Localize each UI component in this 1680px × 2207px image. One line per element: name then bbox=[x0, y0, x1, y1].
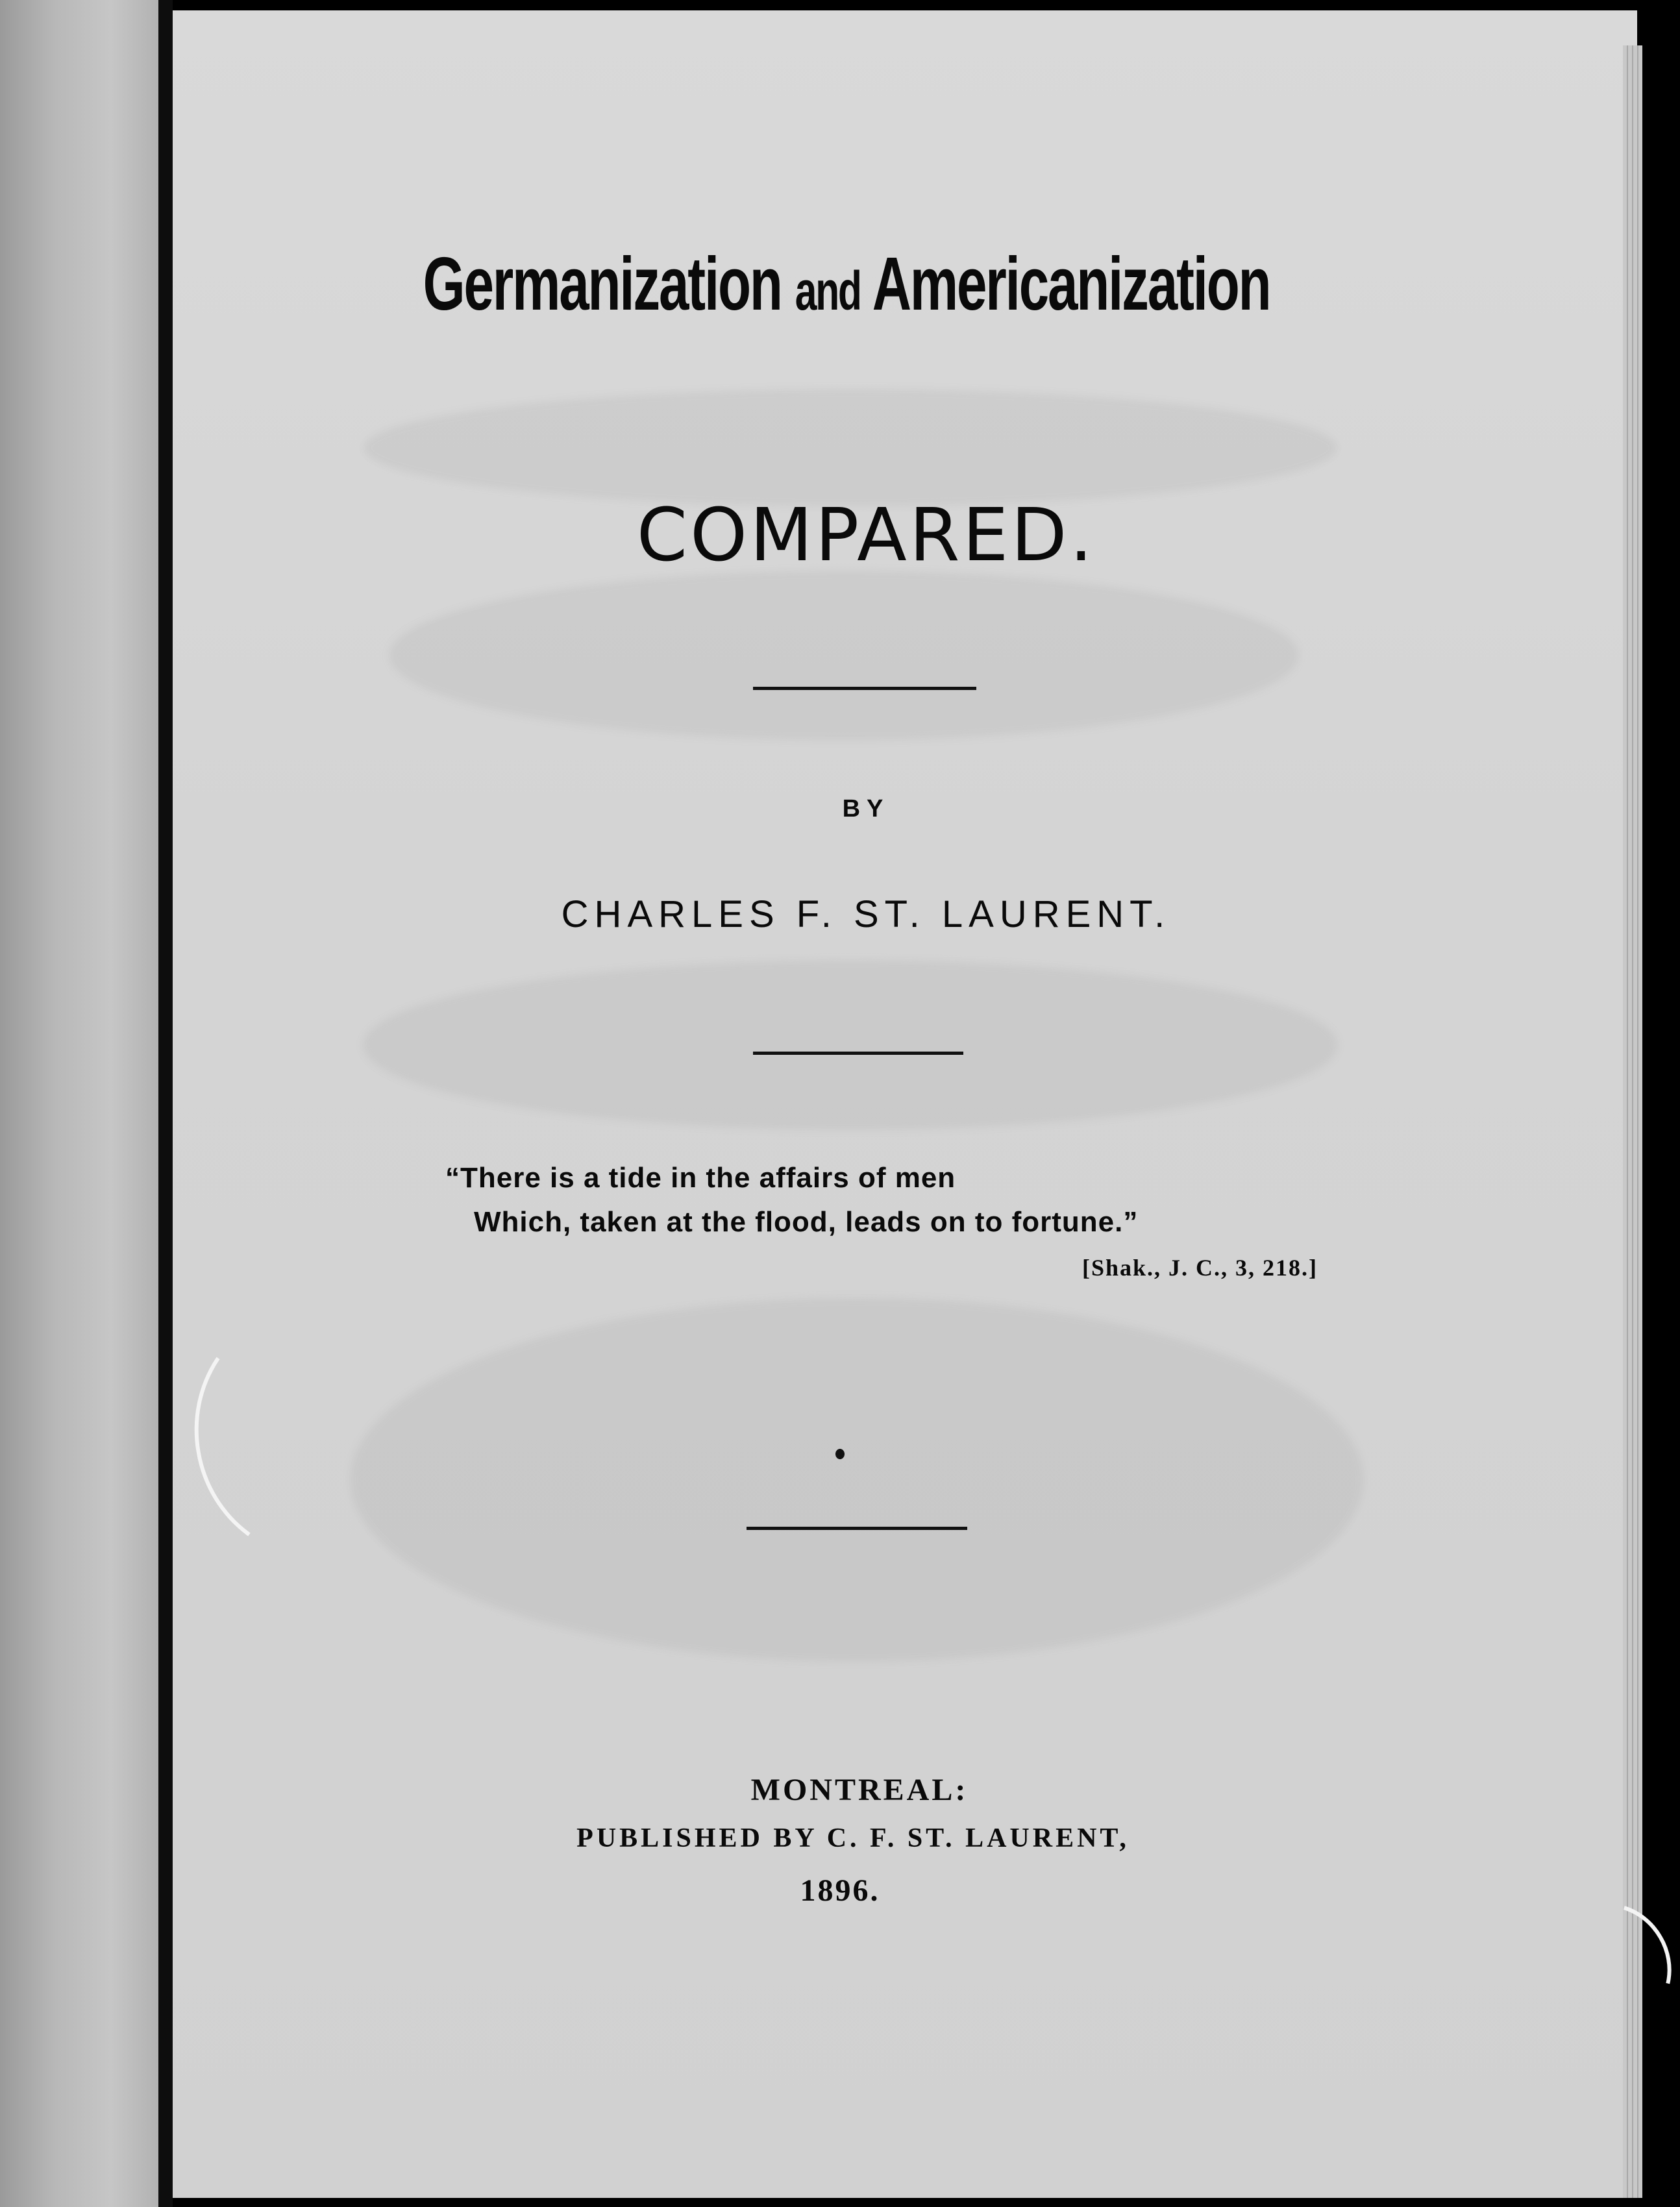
divider-rule bbox=[747, 1527, 967, 1530]
show-through bbox=[364, 389, 1337, 506]
book-title bbox=[241, 240, 1451, 327]
epigraph-line-2: Which, taken at the flood, leads on to fortune.” bbox=[474, 1206, 1139, 1238]
book-subtitle: COMPARED. bbox=[636, 493, 1096, 578]
imprint-year: 1896. bbox=[800, 1873, 880, 1908]
show-through bbox=[364, 961, 1337, 1129]
imprint-publisher: PUBLISHED BY C. F. ST. LAURENT, bbox=[576, 1823, 1130, 1853]
epigraph-line-1: “There is a tide in the affairs of men bbox=[445, 1162, 956, 1194]
divider-rule bbox=[753, 1052, 963, 1055]
by-line: BY bbox=[842, 795, 890, 822]
title-part-1: Germanization bbox=[423, 241, 782, 326]
author-name: CHARLES F. ST. LAURENT. bbox=[561, 893, 1171, 935]
title-connector: and bbox=[795, 260, 861, 321]
epigraph-citation: [Shak., J. C., 3, 218.] bbox=[1081, 1255, 1318, 1281]
divider-rule bbox=[753, 687, 976, 690]
title-part-2: Americanization bbox=[872, 241, 1270, 326]
show-through bbox=[389, 571, 1298, 740]
ornament-dot bbox=[835, 1449, 845, 1459]
show-through bbox=[351, 1298, 1363, 1662]
imprint-city: MONTREAL: bbox=[750, 1773, 969, 1807]
